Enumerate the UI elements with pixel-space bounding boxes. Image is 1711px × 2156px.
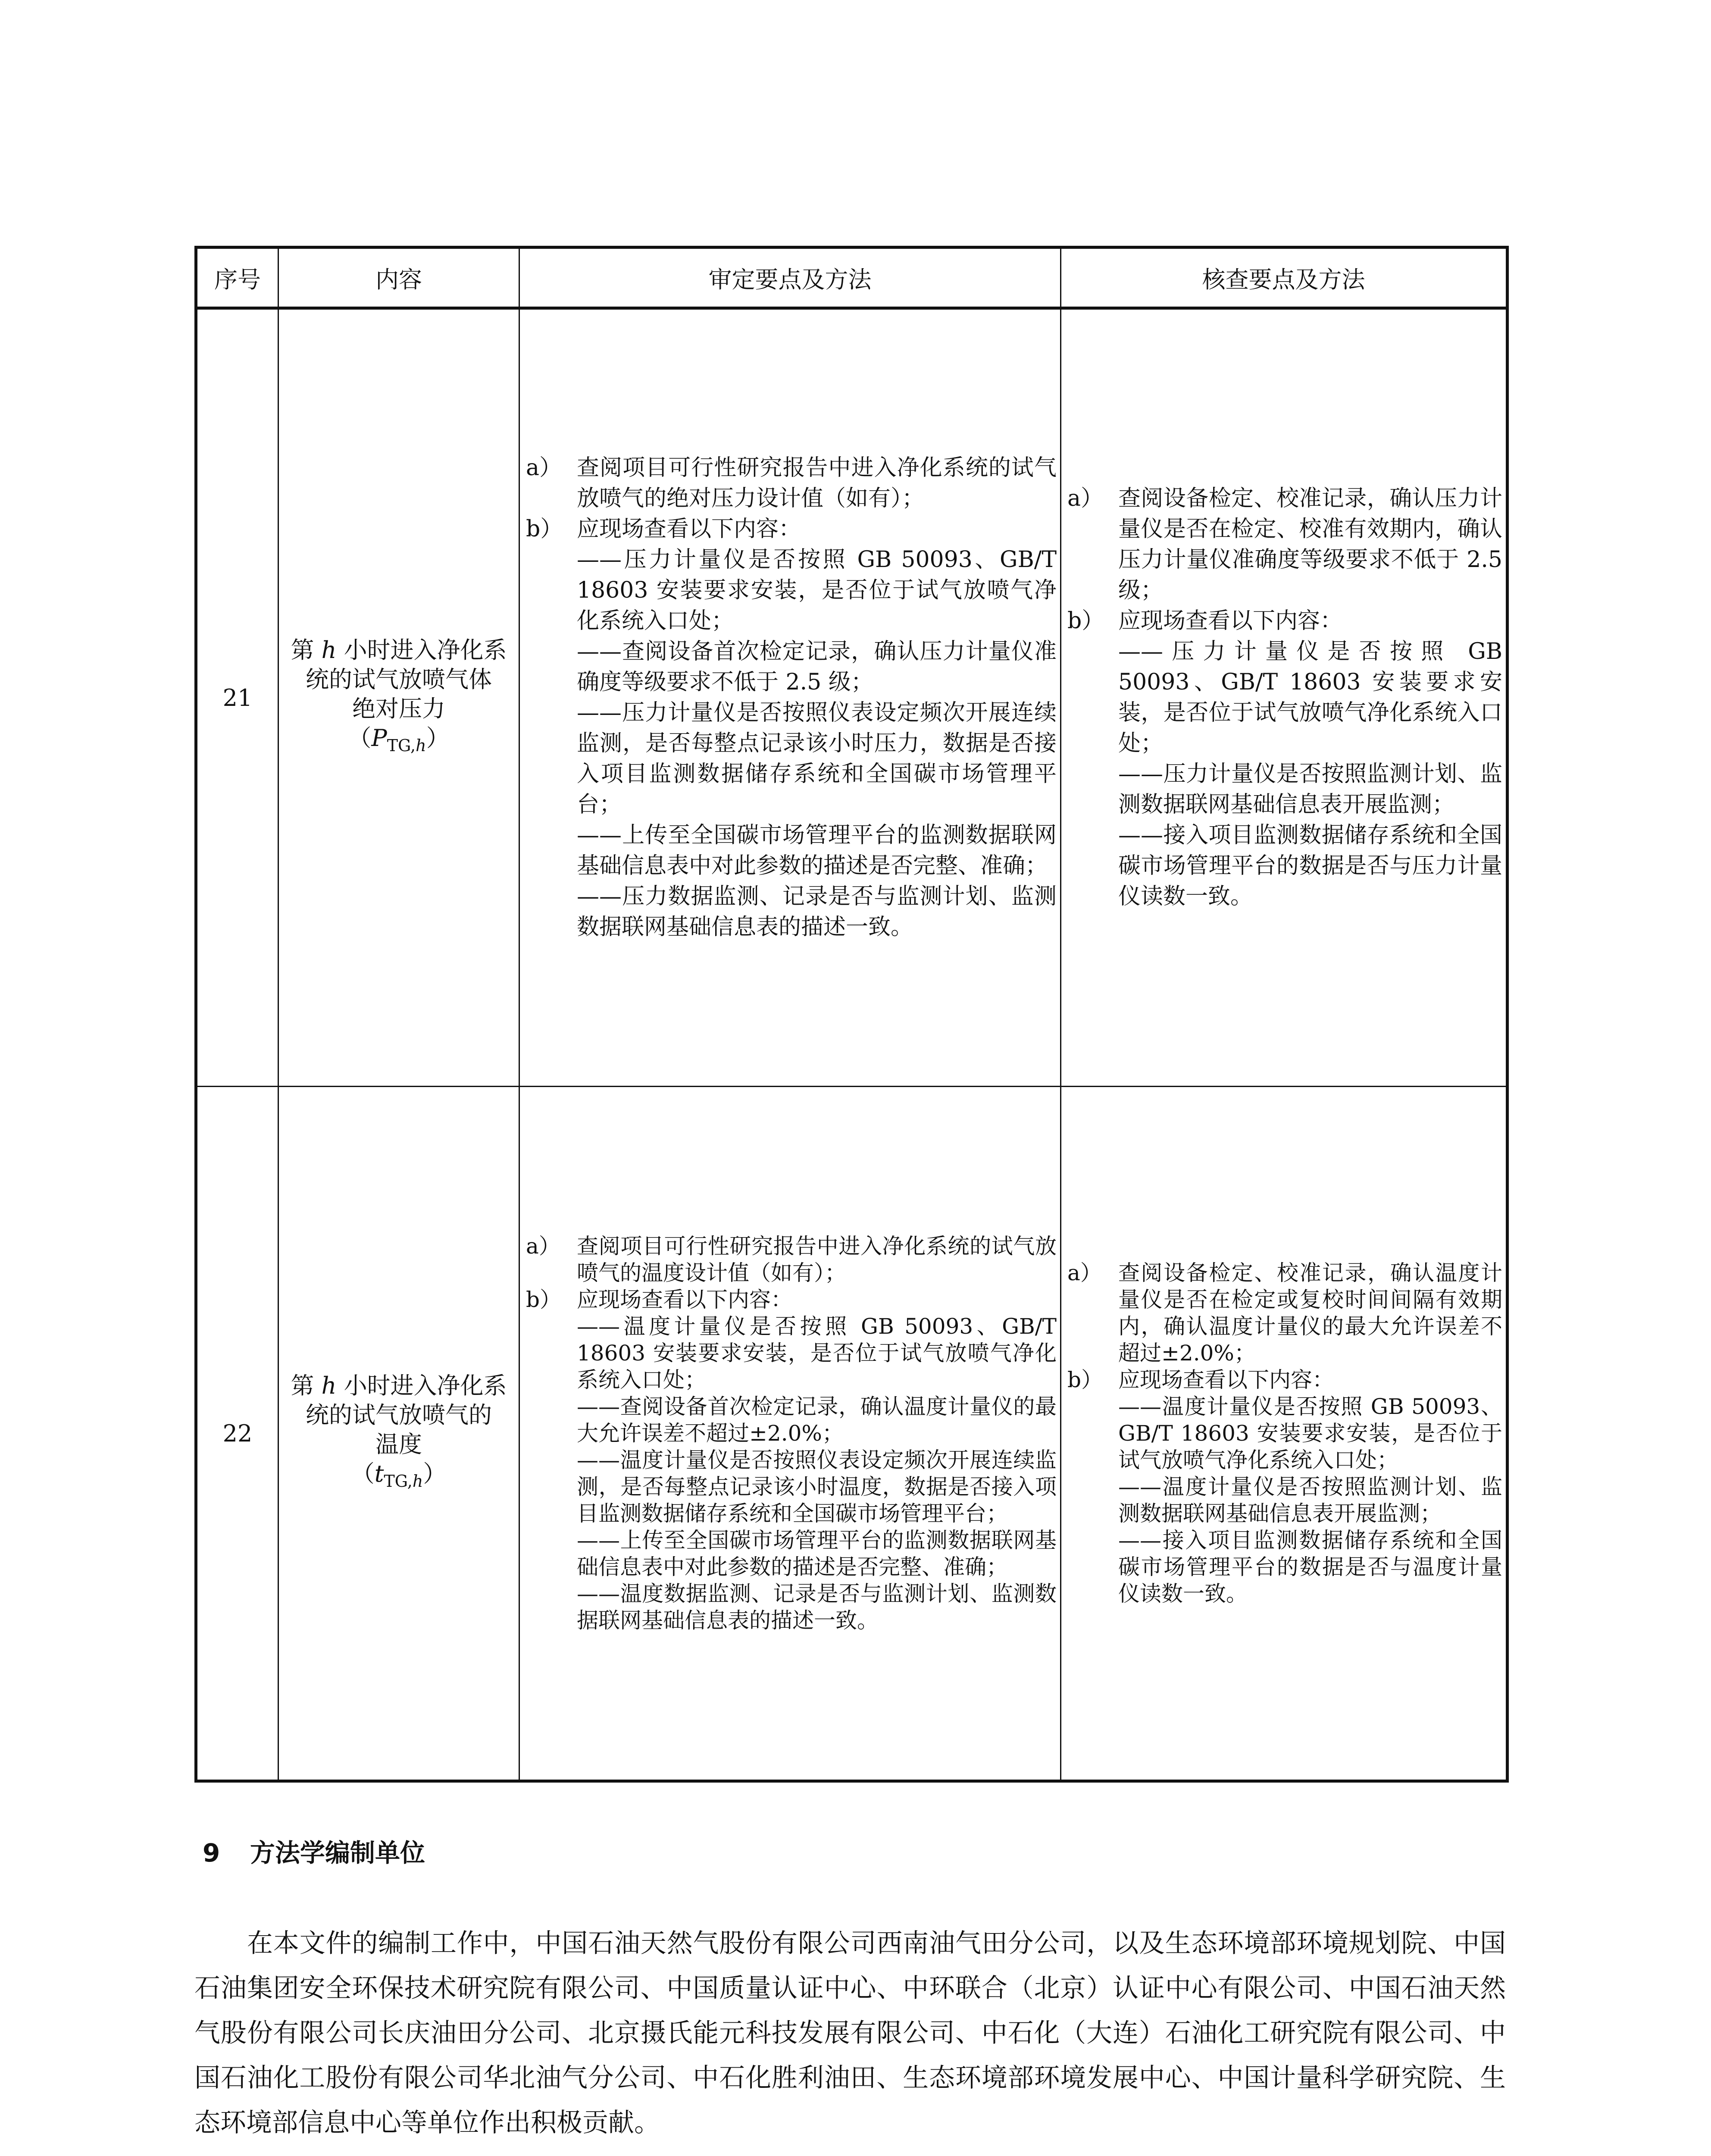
item-text: 应现场查看以下内容： <box>577 1287 792 1312</box>
section-title: 方法学编制单位 <box>250 1838 425 1868</box>
content-text: 绝对压力 <box>352 695 445 722</box>
item-text: 查阅设备检定、校准记录，确认压力计量仪是否在检定、校准有效期内，确认压力计量仪准确度等级要求不低于 2.5 级； <box>1118 486 1502 603</box>
symbol-main: P <box>371 724 387 752</box>
content-variable: h <box>321 636 337 664</box>
item-label: b） <box>526 516 563 542</box>
list-item <box>1067 1260 1502 1366</box>
review-table <box>194 246 1509 1783</box>
row-number: 22 <box>196 1087 278 1781</box>
sub-item: ——温度计量仪是否按照仪表设定频次开展连续监测，是否每整点记录该小时温度，数据是否接入项目监测数据储存系统和全国碳市场管理平台； <box>577 1448 1057 1526</box>
sub-item: ——上传至全国碳市场管理平台的监测数据联网基础信息表中对此参数的描述是否完整、准确； <box>577 1528 1057 1579</box>
content-text: 小时进入净化系 <box>344 1372 507 1399</box>
validation-cell <box>519 308 1061 1087</box>
header-validation: 审定要点及方法 <box>519 248 1061 308</box>
row-content <box>278 308 519 1087</box>
item-text: 查阅项目可行性研究报告中进入净化系统的试气放喷气的绝对压力设计值（如有）； <box>577 455 1057 511</box>
sub-item: ——接入项目监测数据储存系统和全国碳市场管理平台的数据是否与压力计量仪读数一致。 <box>1118 822 1502 909</box>
sub-item: ——温度计量仪是否按照监测计划、监测数据联网基础信息表开展监测； <box>1118 1474 1502 1526</box>
list-item <box>1067 606 1502 912</box>
subscript-variable: h <box>412 1471 423 1491</box>
content-text: 统的试气放喷气的 <box>306 1401 492 1429</box>
item-text: 应现场查看以下内容： <box>1118 608 1343 634</box>
item-label: a） <box>526 455 562 481</box>
parameter-symbol <box>279 724 519 760</box>
item-label: b） <box>1067 1367 1103 1392</box>
header-serial: 序号 <box>196 248 278 308</box>
row-number: 21 <box>196 308 278 1087</box>
section-heading <box>203 1833 425 1869</box>
sub-item: ——压力计量仪是否按照 GB 50093、GB/T 18603 安装要求安装，是否位于试气放喷气净化系统入口处； <box>1118 639 1502 756</box>
paren-close: ） <box>423 1460 447 1487</box>
item-text: 应现场查看以下内容： <box>577 516 801 542</box>
item-label: b） <box>1067 608 1104 634</box>
header-verification: 核查要点及方法 <box>1061 248 1508 308</box>
item-label: a） <box>1067 1260 1102 1285</box>
verification-cell <box>1061 308 1508 1087</box>
parameter-symbol <box>279 1459 519 1496</box>
content-text: 第 <box>291 636 314 664</box>
sub-item: ——温度计量仪是否按照 GB 50093、GB/T 18603 安装要求安装，是否位于试气放喷气净化系统入口处； <box>577 1314 1057 1392</box>
content-variable: h <box>321 1372 337 1399</box>
content-text: 小时进入净化系 <box>344 636 507 664</box>
symbol-subscript <box>384 1472 423 1491</box>
subscript-variable: h <box>416 736 426 755</box>
row-content <box>278 1087 519 1781</box>
item-text: 查阅设备检定、校准记录，确认温度计量仪是否在检定或复校时间间隔有效期内，确认温度计量仪的最大允许误差不超过±2.0%； <box>1118 1260 1502 1366</box>
table-row <box>196 308 1508 1087</box>
content-text: 温度 <box>375 1430 422 1458</box>
section-paragraph: 在本文件的编制工作中，中国石油天然气股份有限公司西南油气田分公司，以及生态环境部环境规划院、中国石油集团安全环保技术研究院有限公司、中国质量认证中心、中环联合（北京）认证中心有限公司、中国石油天然气股份有限公司长庆油田分公司、北京摄氏能元科技发展有限公司、中石化（大连）石油化工研究院有限公司、中国石油化工股份有限公司华北油气分公司、中石化胜利油田、生态环境部环境发展中心、中国计量科学研究院、生态环境部信息中心等单位作出积极贡献。 <box>194 1928 1506 2138</box>
paren-close: ） <box>426 724 450 752</box>
symbol-main: t <box>374 1460 384 1487</box>
subscript-text: TG, <box>384 1471 413 1491</box>
symbol-subscript <box>387 736 426 755</box>
paren-open: （ <box>348 724 372 752</box>
subscript-text: TG, <box>387 736 416 755</box>
item-label: a） <box>1067 486 1104 511</box>
sub-item: ——压力数据监测、记录是否与监测计划、监测数据联网基础信息表的描述一致。 <box>577 884 1057 940</box>
item-text: 查阅项目可行性研究报告中进入净化系统的试气放喷气的温度设计值（如有）； <box>577 1234 1057 1285</box>
list-item <box>526 1233 1057 1286</box>
content-text: 第 <box>291 1372 314 1399</box>
sub-item: ——接入项目监测数据储存系统和全国碳市场管理平台的数据是否与温度计量仪读数一致。 <box>1118 1528 1502 1606</box>
item-label: b） <box>526 1287 562 1312</box>
sub-item: ——压力计量仪是否按照仪表设定频次开展连续监测，是否每整点记录该小时压力，数据是否接入项目监测数据储存系统和全国碳市场管理平台； <box>577 700 1057 818</box>
header-content: 内容 <box>278 248 519 308</box>
list-item <box>526 514 1057 943</box>
section-number: 9 <box>203 1838 220 1868</box>
list-item <box>1067 483 1502 606</box>
item-label: a） <box>526 1234 560 1259</box>
sub-item: ——压力计量仪是否按照监测计划、监测数据联网基础信息表开展监测； <box>1118 761 1502 818</box>
list-item <box>526 1286 1057 1634</box>
sub-item: ——查阅设备首次检定记录，确认压力计量仪准确度等级要求不低于 2.5 级； <box>577 639 1057 695</box>
list-item <box>1067 1366 1502 1607</box>
item-text: 应现场查看以下内容： <box>1118 1367 1334 1392</box>
sub-item: ——温度数据监测、记录是否与监测计划、监测数据联网基础信息表的描述一致。 <box>577 1581 1057 1633</box>
sub-item: ——上传至全国碳市场管理平台的监测数据联网基础信息表中对此参数的描述是否完整、准确； <box>577 822 1057 879</box>
list-item <box>526 453 1057 514</box>
sub-item: ——查阅设备首次检定记录，确认温度计量仪的最大允许误差不超过±2.0%； <box>577 1394 1057 1446</box>
table-row <box>196 1087 1508 1781</box>
content-text: 统的试气放喷气体 <box>306 665 492 693</box>
validation-cell <box>519 1087 1061 1781</box>
paren-open: （ <box>351 1460 375 1487</box>
sub-item: ——压力计量仪是否按照 GB 50093、GB/T 18603 安装要求安装，是否位于试气放喷气净化系统入口处； <box>577 547 1057 634</box>
table-header-row <box>196 248 1508 308</box>
verification-cell <box>1061 1087 1508 1781</box>
sub-item: ——温度计量仪是否按照 GB 50093、GB/T 18603 安装要求安装，是否位于试气放喷气净化系统入口处； <box>1118 1394 1502 1473</box>
